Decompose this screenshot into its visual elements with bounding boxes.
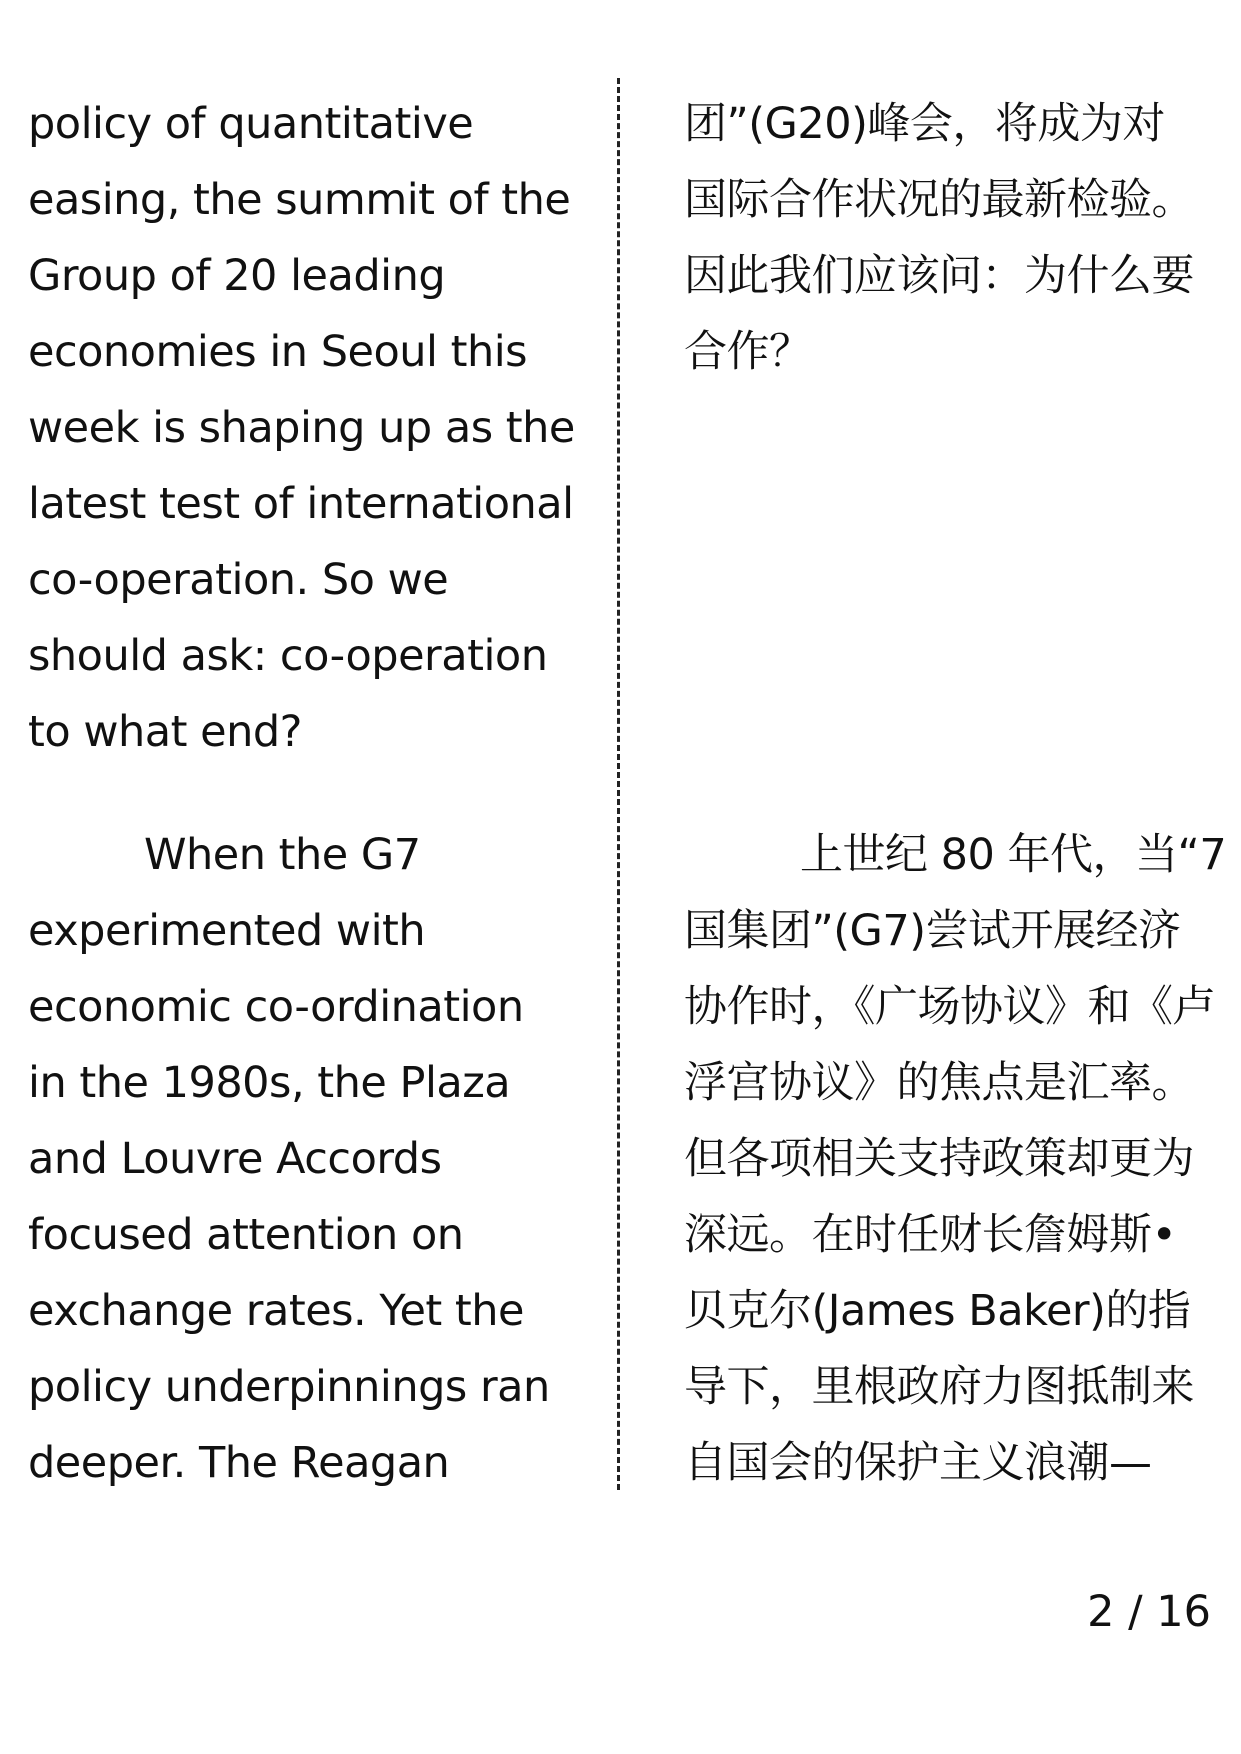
text-line: economic co-ordination (28, 982, 524, 1032)
english-paragraph-2 (28, 817, 588, 1501)
chinese-paragraph-2 (684, 817, 1227, 1501)
text-line: 合作？ (684, 327, 812, 377)
page-number: 2 / 16 (1087, 1587, 1211, 1637)
text-line: 但各项相关支持政策却更为 (684, 1134, 1194, 1184)
text-line: co-operation. So we (28, 555, 449, 605)
text-line: 深远。在时任财长詹姆斯• (684, 1210, 1177, 1260)
text-line: 浮宫协议》的焦点是汇率。 (684, 1058, 1194, 1108)
text-line: deeper. The Reagan (28, 1438, 450, 1488)
text-line: 国际合作状况的最新检验。 (684, 175, 1194, 225)
chinese-paragraph-1 (684, 86, 1214, 390)
text-line: Group of 20 leading (28, 251, 446, 301)
text-line: 上世纪 80 年代，当“7 (800, 830, 1227, 880)
text-line: 协作时，《广场协议》和《卢 (684, 982, 1215, 1032)
text-line: week is shaping up as the (28, 403, 575, 453)
text-line: to what end? (28, 707, 302, 757)
english-paragraph-1 (28, 86, 588, 770)
text-line: 团”(G20)峰会，将成为对 (684, 99, 1165, 149)
text-line: 自国会的保护主义浪潮— (684, 1438, 1152, 1488)
text-line: exchange rates. Yet the (28, 1286, 524, 1336)
text-line: easing, the summit of the (28, 175, 571, 225)
text-line: policy underpinnings ran (28, 1362, 550, 1412)
text-line: 因此我们应该问：为什么要 (684, 251, 1194, 301)
text-line: economies in Seoul this (28, 327, 528, 377)
text-line: policy of quantitative (28, 99, 474, 149)
text-line: 导下，里根政府力图抵制来 (684, 1362, 1194, 1412)
text-line: should ask: co-operation (28, 631, 548, 681)
text-line: latest test of international (28, 479, 574, 529)
text-line: focused attention on (28, 1210, 464, 1260)
text-line: 国集团”(G7)尝试开展经济 (684, 906, 1181, 956)
text-line: When the G7 (144, 830, 421, 880)
column-divider (617, 78, 620, 1490)
text-line: 贝克尔(James Baker)的指 (684, 1286, 1191, 1336)
text-line: in the 1980s, the Plaza (28, 1058, 511, 1108)
text-line: and Louvre Accords (28, 1134, 442, 1184)
text-line: experimented with (28, 906, 426, 956)
